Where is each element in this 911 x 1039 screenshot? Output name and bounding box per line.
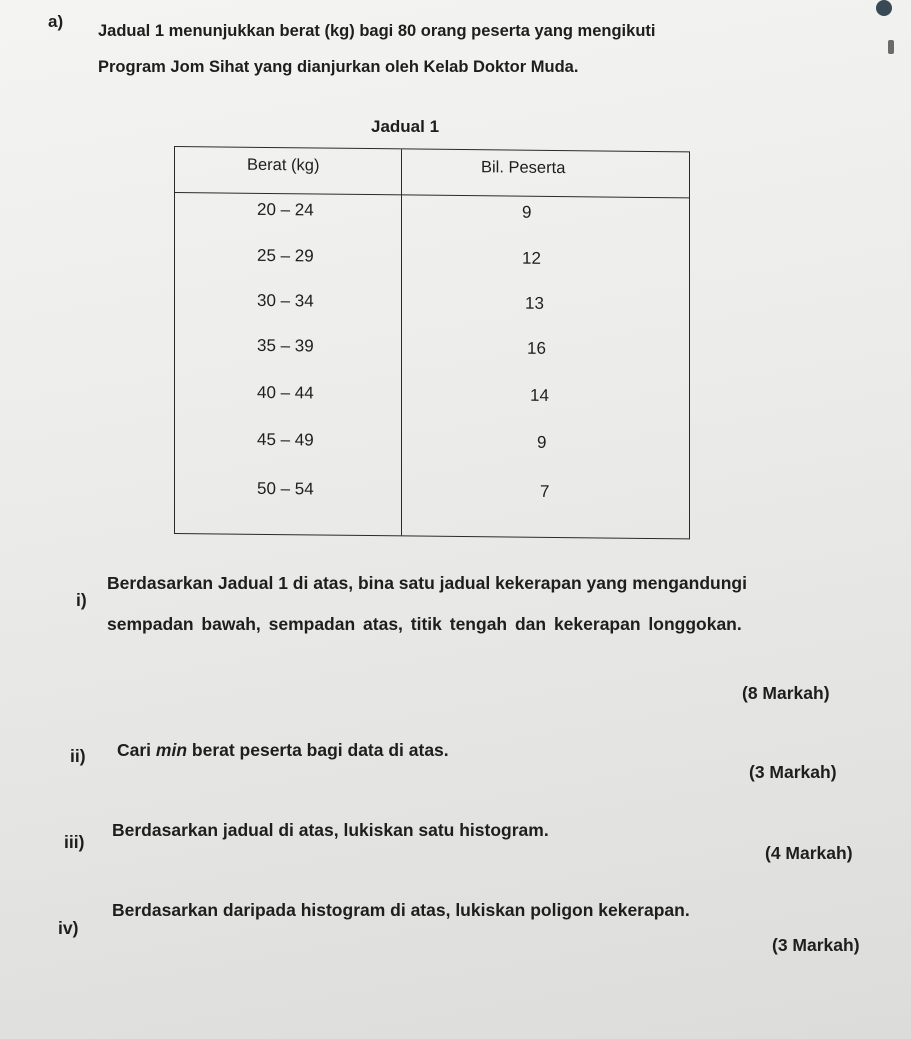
page-corner-mark <box>876 0 892 16</box>
part-ii-text-post: berat peserta bagi data di atas. <box>187 740 449 760</box>
table-header-row <box>175 147 689 198</box>
part-ii-text-pre: Cari <box>117 740 156 760</box>
part-i-text-line1: Berdasarkan Jadual 1 di atas, bina satu jadual kekerapan yang mengandungi <box>107 573 747 593</box>
table-cell-weight: 20 – 24 <box>257 199 314 220</box>
table-row <box>175 245 689 296</box>
part-iv-text: Berdasarkan daripada histogram di atas, lukiskan poligon kekerapan. <box>112 900 690 920</box>
table-title: Jadual 1 <box>371 117 440 136</box>
table-cell-weight: 50 – 54 <box>257 478 314 499</box>
table-cell-weight: 45 – 49 <box>257 429 314 450</box>
table-cell-count: 14 <box>530 385 549 405</box>
part-iii-label: iii) <box>64 832 85 852</box>
table-cell-count: 16 <box>527 338 546 358</box>
part-iii-marks: (4 Markah) <box>765 843 853 863</box>
table-cell-count: 13 <box>525 293 544 313</box>
table-row <box>175 382 689 433</box>
part-ii-marks: (3 Markah) <box>749 762 837 782</box>
part-i-label: i) <box>76 590 87 610</box>
table-cell-count: 9 <box>537 432 547 452</box>
table-row <box>175 478 689 529</box>
table-cell-count: 7 <box>540 481 550 501</box>
question-intro-line2: Program Jom Sihat yang dianjurkan oleh Kelab Doktor Muda. <box>98 58 579 76</box>
question-label: a) <box>48 12 64 31</box>
table-row <box>175 290 689 341</box>
page-edge-mark <box>888 40 894 54</box>
table-row <box>175 199 689 250</box>
question-intro-line1: Jadual 1 menunjukkan berat (kg) bagi 80 orang peserta yang mengikuti <box>98 22 656 40</box>
table-cell-weight: 35 – 39 <box>257 335 314 356</box>
part-iii-text: Berdasarkan jadual di atas, lukiskan satu histogram. <box>112 820 549 840</box>
part-i-text-line2: sempadan bawah, sempadan atas, titik tengah dan kekerapan longgokan. <box>107 614 742 634</box>
table-cell-weight: 25 – 29 <box>257 245 314 266</box>
part-i-marks: (8 Markah) <box>742 683 830 703</box>
table-header-count: Bil. Peserta <box>481 158 566 178</box>
part-iv-label: iv) <box>58 918 79 938</box>
part-iv-marks: (3 Markah) <box>772 935 860 955</box>
part-ii-text-emph: min <box>155 740 188 760</box>
weight-table <box>174 146 690 539</box>
table-cell-weight: 30 – 34 <box>257 290 314 311</box>
table-row <box>175 429 689 480</box>
table-cell-count: 12 <box>522 248 541 268</box>
table-row <box>175 335 689 386</box>
table-header-weight: Berat (kg) <box>247 155 320 175</box>
table-cell-count: 9 <box>522 202 532 222</box>
part-ii-text <box>117 740 449 761</box>
part-ii-label: ii) <box>70 746 86 766</box>
table-cell-weight: 40 – 44 <box>257 382 314 403</box>
